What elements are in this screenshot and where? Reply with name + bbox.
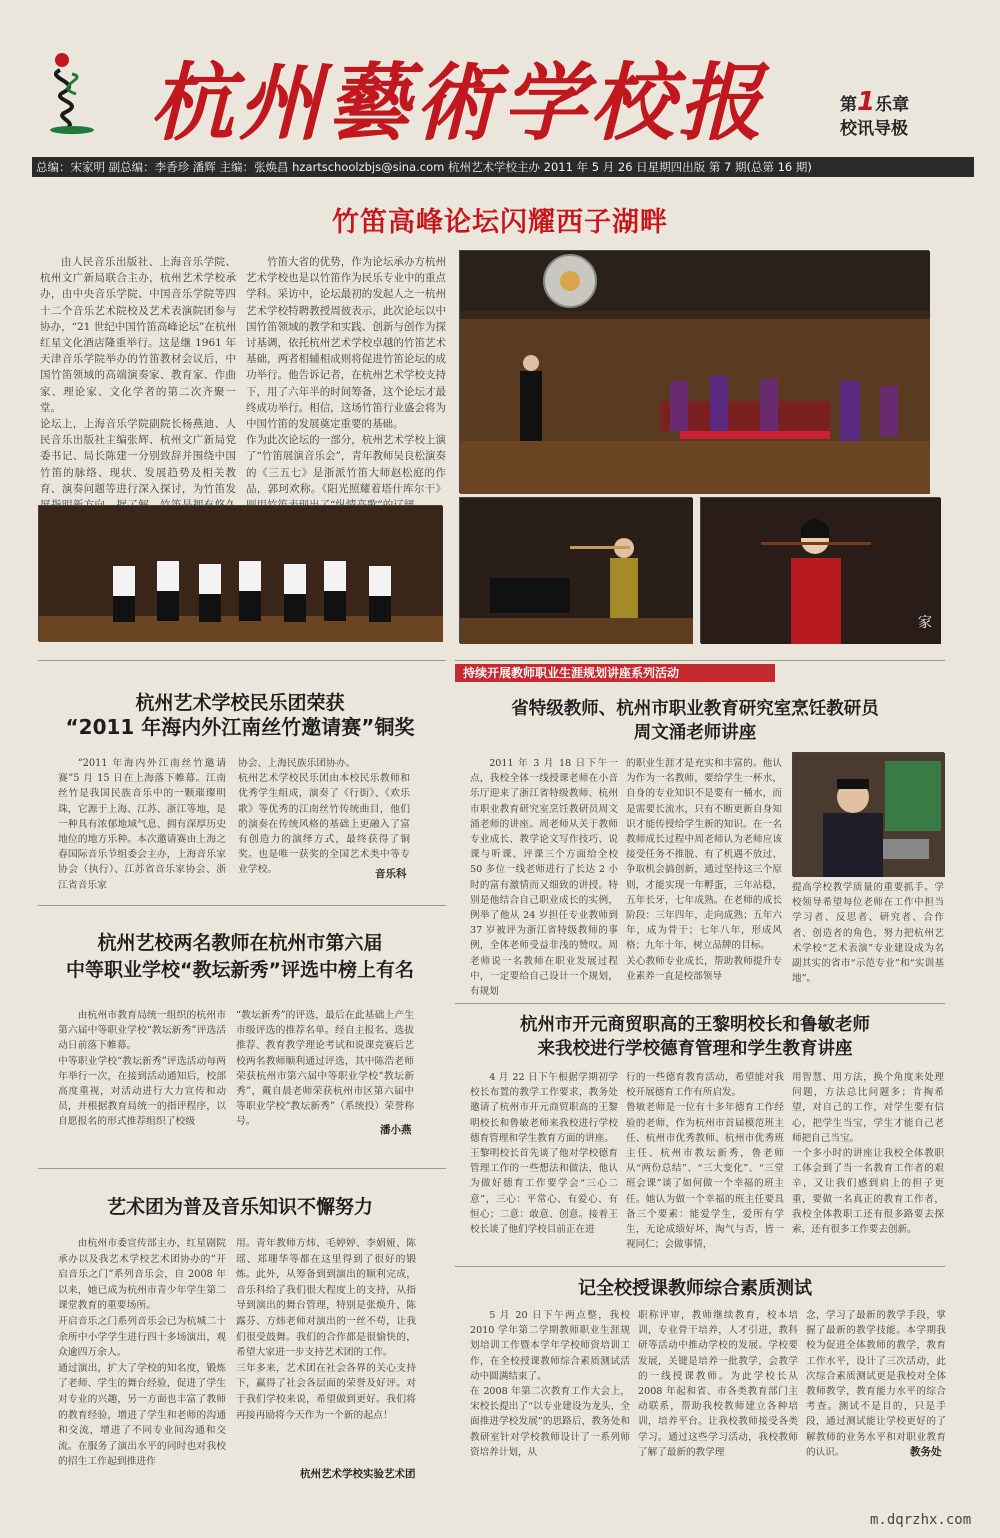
divider xyxy=(455,660,945,661)
page-number: 1 xyxy=(857,87,876,117)
article3-byline: 潘小燕 xyxy=(380,1124,412,1136)
article4-col1: 由杭州市委宣传部主办，红星剧院承办以及我艺术学校艺术团协办的“开启音乐之门”系列音乐会，自 2008 年以来，她已成为杭州市青少年学生第二课堂教育的重要场所。 开启音乐之门系列音乐会已为杭城二十余所中小学学生进行四十多场演出，观众逾四万余人。 通过演出，扩大了学校的知名度，锻炼了老师、学生的舞台经验，促进了学生对专业的兴趣，另一方面也丰富了教师的教育经验，增进了学生和老师的沟通和交流，增进了不同专业间沟通和交流。在服务了演出水平的同时也对我校的招生工作起到推进作 xyxy=(58,1238,226,1468)
article6-title-line1: 杭州市开元商贸职高的王黎明校长和鲁敏老师 xyxy=(520,1015,870,1035)
article5-title-line2: 周文涌老师讲座 xyxy=(633,723,757,743)
school-logo xyxy=(42,52,104,134)
article4-col2: 用。青年教师方炜、毛婷婷、李娟娅、陈瑶、郑珊华等都在这里得到了很好的锻炼。此外，从筹备到到演出的顺利完成，音乐科给了我们很大程度上的支持，从指导到演出的舞台管理，特别是张焕升、陈露芬、方炜老师对演出的一丝不苟，让我们很受鼓舞。我们的合作都是很愉快的，希望大家进一步支持艺术团的工作。 三年多来，艺术团在社会各界的关心支持下，赢得了社会各层面的荣誉及好评。对于我们学校来说，希望做到更好。我们将再接再励将今天作为一个新的起点！ xyxy=(236,1238,416,1421)
newspaper-title: 杭州藝術学校报 xyxy=(150,53,767,152)
article1-headline: 竹笛高峰论坛闪耀西子湖畔 xyxy=(332,207,668,238)
article2-title-line2: “2011 年海内外江南丝竹邀请赛”铜奖 xyxy=(65,715,415,739)
article2-title-line1: 杭州艺术学校民乐团荣获 xyxy=(135,692,345,714)
article7-col3: 念，学习了最新的教学手段，掌握了最新的教学技能。本学期我校为促进全体教师的教学，教育工作水平，设计了三次活动，此次综合素质测试更是我校对全体教师教学，教育能力水平的综合考查。测试不是目的，只是手段，通过测试能让学校更好的了解教师的业务水平和对职业教育的认识。 xyxy=(806,1310,946,1458)
page-info xyxy=(840,87,970,141)
students-flute-ensemble-photo xyxy=(38,505,442,641)
article1-col2: 竹笛大省的优势，作为论坛承办方杭州艺术学校也是以竹笛作为民乐专业中的重点学科。采访中，论坛最初的发起人之一杭州艺术学校特聘教授周彼表示，此次论坛以中国竹笛领域的教学和实践、创新与创作为探讨基调，依托杭州艺术学校卓越的竹笛艺术基础，两者相辅相成则将促进竹笛论坛的成功举行。他告诉记者，在杭州艺术学校支持下，用了六年半的时间筹备，这个论坛才最终成功举行。相信，这场竹笛行业盛会将为中国竹笛的发展奠定重要的基础。 作为此次论坛的一部分，杭州艺术学校上演了“竹笛展演音乐会”，青年教师吴良松演奏的《三五七》是浙派竹笛大师赵松庭的作品，郭珂欢称。《阳光照耀着塔什库尔干》 xyxy=(246,256,446,495)
qipao-flutist-photo xyxy=(700,497,940,643)
credit-bar: 总编：宋家明 副总编：李香珍 潘辉 主编：张焕昌 hzartschoolzbjs@sina.com 杭州艺术学校主办 2011 年 5 月 26 日星期四出版 第 7 期(总第 16 期) xyxy=(32,157,974,177)
article4-title: 艺术团为普及音乐知识不懈努力 xyxy=(106,1196,373,1218)
lecturer-photo xyxy=(792,752,944,876)
article1-col1: 由人民音乐出版社、上海音乐学院、杭州文广新局联合主办，杭州艺术学校承办，由中央音乐学院、中国音乐学院等四十二个音乐艺术院校及艺术表演院团参与协办，“21 世纪中国竹笛高峰论坛”在杭州红星文化酒店隆重举行。这是继 1961 年天津音乐学院举办的竹笛教材会议后，中国竹笛领域的高端演奏家、教育家、作曲家、理论家、文化学者的第二次齐聚一堂。 论坛上，上海音乐学院副院长杨燕迪、人民音乐出版社主编张辉、杭州文广新局党委书记、局长陈建一分别致辞并围绕中国竹笛的脉络、现状、发展趋势及相关教育、演奏问题等进行深入探讨，为竹笛发 xyxy=(40,256,236,495)
article7-byline: 教务处 xyxy=(910,1446,942,1458)
article2-byline: 音乐科 xyxy=(375,868,407,880)
article4-byline: 杭州艺术学校实验艺术团 xyxy=(300,1468,416,1480)
divider xyxy=(38,1168,446,1169)
series-tag: 持续开展教师职业生涯规划讲座系列活动 xyxy=(455,664,775,682)
divider xyxy=(38,660,446,661)
article3-col1: 由杭州市教育局统一组织的杭州市第六届中等职业学校“教坛新秀”评选活动日前落下帷幕。 中等职业学校“教坛新秀”评选活动每两年举行一次，在接到活动通知后，校部高度重视，对活动进行大力宣传和动员，并根据教育局统一的指评程序，以自愿报名的形式推荐组织了校级 xyxy=(58,1010,226,1128)
article3-title-line1: 杭州艺校两名教师在杭州市第六届 xyxy=(97,932,383,954)
page-no-label: 第 xyxy=(840,95,857,115)
article3-title-line2: 中等职业学校“教坛新秀”评选中榜上有名 xyxy=(66,959,414,981)
article5-col3: 提高学校教学质量的重要抓手。学校领导希望每位老师在工作中担当学习者、反思者、研究者、合作者、创造者的角色，努力把杭州艺术学校“艺术表演”专业建设成为名副其实的省市“示范专业”和“实训基地”。 xyxy=(792,882,944,985)
article6-col1: 4 月 22 日下午根据学期初学校长布置的教学工作要求，教务处邀请了杭州市开元商贸职高的王黎明校长和鲁敏老师来我校进行学校德育管理和学生教育方面的讲座。 王黎明校长首先谈了他对学校德育管理工作的一些想法和做法，他认为做好德育工作要学会“三心二意”，三心：平常心、有爱心、有恒心；二意：敢意、创意。接着王校长谈了他们学校目前正在进 xyxy=(470,1072,618,1236)
concert-stage-photo xyxy=(459,250,929,493)
female-flutist-photo xyxy=(459,497,692,643)
divider xyxy=(455,1003,945,1004)
article6-col2: 行的一些德育教育活动，希望能对我校开展德育工作有所启发。 鲁敏老师是一位有十多年德育工作经验的老师，作为杭州市首届模范班主任、杭州市优秀教师、杭州市优秀班主任、杭州市教坛新秀，鲁老师从“两份总结”、“三大变化”、“三堂班会课”谈了如何做一个幸福的班主任。她认为做一个幸福的班主任要具备三个要素：能爱学生，爱所有学生，无论成绩好坏，淘气与否，皆一视同仁；会做事情， xyxy=(626,1072,784,1251)
divider xyxy=(38,905,446,906)
article7-col1: 5 月 20 日下午两点整，我校 2010 学年第二学期教师职业生涯规划培训工作暨本学年学校师资培训工作，在全校授课教师综合素质测试活动中圆满结束了。 在 2008 年第二次教育工作大会上，宋校长提出了“以专业建设为龙头，全面推进学校发展”的思路后，教务处和教研室针对学校教师设计了一系列师资培养计划，从 xyxy=(470,1310,630,1458)
page-section: 乐章 xyxy=(875,95,910,115)
article3-col2: “教坛新秀”的评选，最后在此基础上产生市级评选的推荐名单。经自主报名、选拔推荐、教育教学理论考试和说课竞赛后艺校两名教师顺利通过评选，其中陈浩老师荣获杭州市第六届中等职业学校“教坛新秀”，戴自晨老师荣获杭州市区第六届中等职业学校“教坛新秀”（系统投）荣誉称号。 xyxy=(236,1010,414,1128)
article2-col2: 协会、上海民族乐团协办。 杭州艺术学校民乐团由本校民乐教师和优秀学生组成，演奏了《行街》、《欢乐歌》等优秀的江南丝竹传统曲目，他们的演奏在传统风格的基础上更融入了富有创造力的演绎方式，最终获得了铜奖。也是唯一获奖的全国艺术类中等专业学校。 xyxy=(238,758,410,876)
site-watermark: m.dqrzhx.com xyxy=(870,1512,972,1528)
article7-title: 记全校授课教师综合素质测试 xyxy=(578,1278,812,1299)
article5-col2: 的职业生涯才是充实和丰富的。他认为作为一名教师，要给学生一杯水，自身的专业知识不是要有一桶水，而是需要长流水，只有不断更新自身知识才能传授给学生新的知识。在一名教师成长过程中周老师认为老师应该接受任务不推脱、有了机遇不放过、争取机会搞创新，通过坚持这三个原则，才能实现一年孵蛋，三年站稳，五年长牙，七年成熟。在老师的成长阶段：三年四年，走向成熟；五年六年，成为骨干；七年八年，形成风格；九年十年，树立品牌的目标。 关心教师专业成长，帮助教师提升专业素养一直是校部领导 xyxy=(626,758,782,982)
article6-title-line2: 来我校进行学校德育管理和学生教育讲座 xyxy=(537,1039,853,1059)
article2-col1: “2011 年海内外江南丝竹邀请赛”5 月 15 日在上海落下帷幕。江南丝竹是我国民族音乐中的一颗璀璨明珠，它源于上海、江苏、浙江等地，是一种具有浓郁地域气息、拥有深厚历史地位的地方乐种。本次邀请赛由上海之春国际音乐节组委会主办，上海音乐家协会（执行）、江苏省音乐家协会、浙江省音乐家 xyxy=(58,758,226,891)
page-subtitle: 校讯导极 xyxy=(840,119,908,139)
article7-col2: 职称评审，教师继续教育，校本培训，专业骨干培养，人才引进，教科研等活动中推动学校的发展。学校要发展，关键是培养一批教学，会教学的一线授课教师。为此学校长从 2008 年起和省、市各类教育部门主动联系，帮助我校教师建立各种培训，培养平台。让我校教师接受各类学习。通过这些学习活动，我校教师了解了最新的教学理 xyxy=(638,1310,798,1458)
article5-title-line1: 省特级教师、杭州市职业教育研究室烹饪教研员 xyxy=(511,699,879,719)
article5-col1: 2011 年 3 月 18 日下午一点，我校全体一线授课老师在小音乐厅迎来了浙江省特级教师、杭州市职业教育研究室烹饪教研员周文涌老师的讲座。周老师从关于教师专业成长、教学论文写作技巧、说课与听课、评课三个方面给全校 50 多位一线老师进行了长达 2 小时的富有激情而又细致的讲授。特别是他结合自己职业成长的实例，例举了他从 24 岁担任专业教师到 37 岁被评为浙江省特级教师的事例，全体老师受益非浅的赞叹。周老师说一名教师在职业发展过程中，一定要给自己设计一个规划，有规划 xyxy=(470,758,618,998)
article6-col3: 用智慧、用方法，换个角度来处理问题，方法总比问题多；肯掏希望，对自己的工作，对学生要有信心，把学生当宝，学生才能自己老师把自己当宝。 一个多小时的讲座让我校全体教职工体会到了当一名教育工作者的艰辛，又让我们感到肩上的担子更重，要做一名真正的教育工作者，我校全体教职工还有很多路要去探索，还有很多工作要去创新。 xyxy=(792,1072,944,1236)
photo-corner-text: 家 xyxy=(918,615,932,631)
divider xyxy=(455,1266,945,1267)
